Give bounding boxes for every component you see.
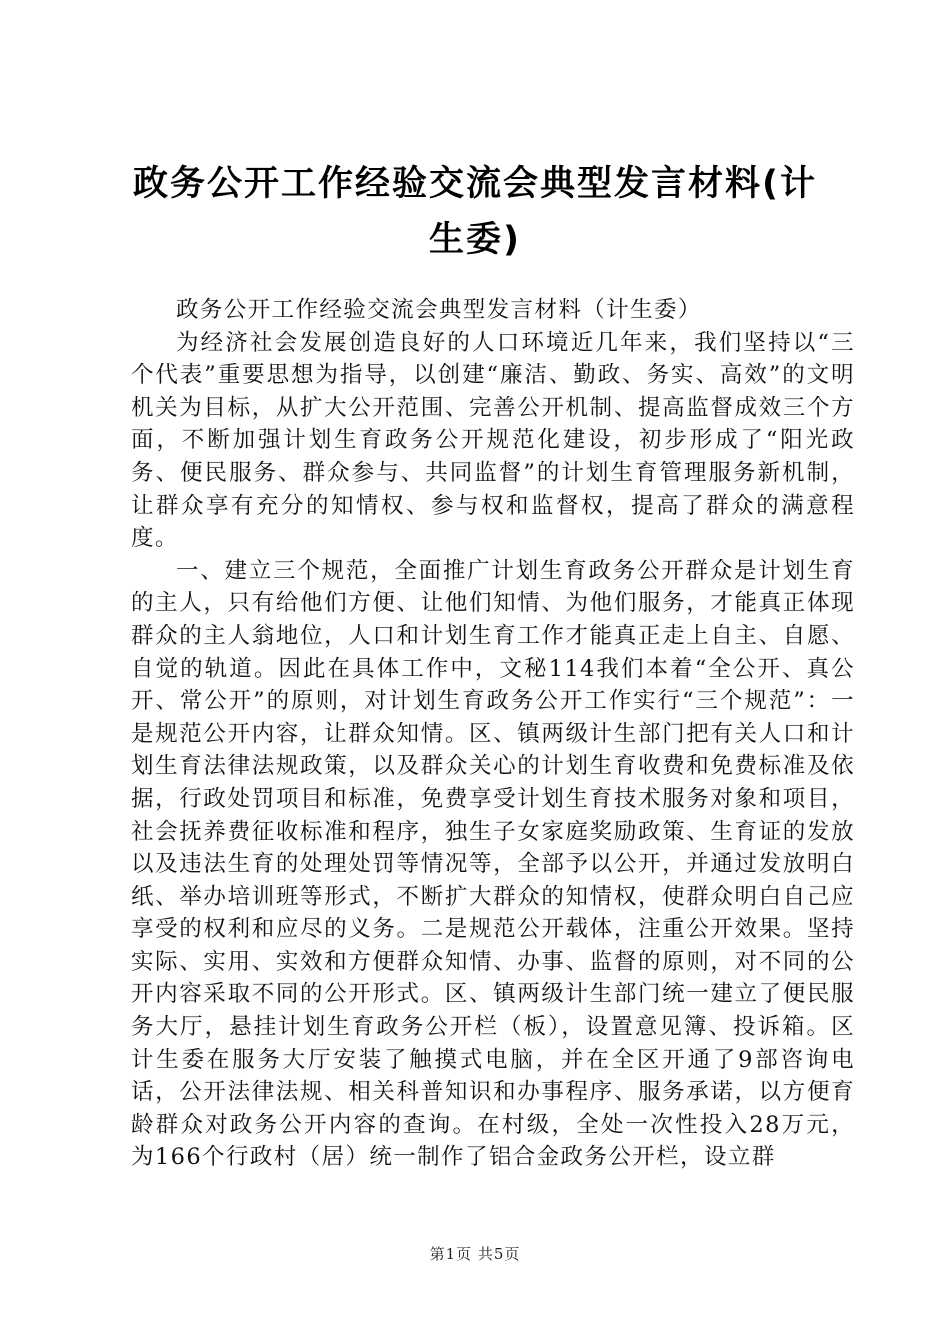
paragraph-intro: 为经济社会发展创造良好的人口环境近几年来，我们坚持以“三个代表”重要思想为指导，以创建“廉洁、勤政、务实、高效”的文明机关为目标，从扩大公开范围、完善公开机制、提高监督成效三个方面，不断加强计划生育政务公开规范化建设，初步形成了“阳光政务、便民服务、群众参与、共同监督”的计划生育管理服务新机制，让群众享有充分的知情权、参与权和监督权，提高了群众的满意程度。 <box>131 329 855 552</box>
document-body <box>131 294 855 1174</box>
document-subtitle: 政务公开工作经验交流会典型发言材料（计生委） <box>176 297 702 323</box>
document-title: 政务公开工作经验交流会典型发言材料(计生委) <box>133 164 817 260</box>
paragraph-section-one: 一、建立三个规范，全面推广计划生育政务公开群众是计划生育的主人，只有给他们方便、让他们知情、为他们服务，才能真正体现群众的主人翁地位，人口和计划生育工作才能真正走上自主、自愿、自觉的轨道。因此在具体工作中，文秘114我们本着“全公开、真公开、常公开”的原则，对计划生育政务公开工作实行“三个规范”：一是规范公开内容，让群众知情。区、镇两级计生部门把有关人口和计划生育法律法规政策，以及群众关心的计划生育收费和免费标准及依据，行政处罚项目和标准，免费享受计划生育技术服务对象和项目，社会抚养费征收标准和程序，独生子女家庭奖励政策、生育证的发放以及违法生育的处理处罚等情况等，全部予以公开，并通过发放明白纸、举办培训班等形式，不断扩大群众的知情权，使群众明白自己应享受的权利和应尽的义务。二是规范公开载体，注重公开效果。坚持实际、实用、实效和方便群众知情、办事、监督的原则，对不同的公开内容采取不同的公开形式。区、镇两级计生部门统一建立了便民服务大厅，悬挂计划生育政务公开栏（板），设置意见簿、投诉箱。区计生委在服务大厅安装了触摸式电脑，并在全区开通了9部咨询电话，公开法律法规、相关科普知识和办事程序、服务承诺，以方便育龄群众对政务公开内容的查询。在村级，全处一次性投入28万元，为166个行政村（居）统一制作了铝合金政务公开栏，设立群 <box>131 557 855 1171</box>
page-number-footer: 第1页 共5页 <box>429 1245 521 1263</box>
